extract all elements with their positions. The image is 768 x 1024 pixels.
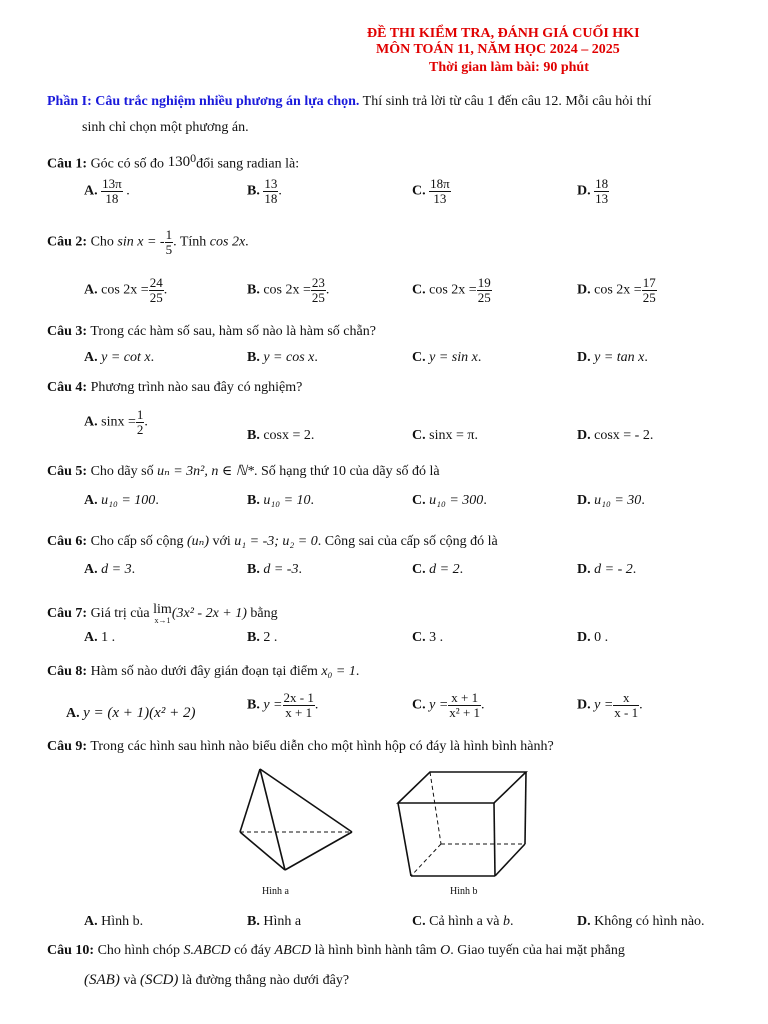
q1-text: Góc có số đo — [90, 156, 165, 172]
q5-sequence: uₙ = 3n², n ∈ ℕ* — [157, 464, 254, 479]
part1-desc-cont: sinh chỉ chọn một phương án. — [82, 120, 249, 135]
q2-label: Câu 2: — [47, 234, 88, 250]
q9-option-a[interactable]: A. Hình b. — [84, 914, 144, 929]
part1-heading — [47, 94, 651, 110]
q9-option-d[interactable]: D. Không có hình nào. — [577, 914, 705, 929]
q7-option-a[interactable]: A. 1 . — [84, 630, 116, 645]
question-2: Câu 2: Cho sin x = - $\frac{1}{5}$ . Tính cos 2x. — [47, 227, 249, 257]
q8-option-c[interactable]: C. y = $\frac{x + 1}{\text{x² + 1}}$ . — [412, 690, 485, 720]
q2-ask: . Tính — [173, 234, 207, 250]
q6-option-b[interactable]: B. d = -3. — [247, 562, 302, 577]
q2-option-d[interactable]: D. cos 2x = $\frac{17}{25}$ — [577, 275, 656, 305]
q2-option-c[interactable]: C. cos 2x = $\frac{19}{25}$ — [412, 275, 491, 305]
q3-option-d[interactable]: D. y = tan x. — [577, 350, 648, 365]
q5-option-b[interactable]: B. u₁₀ = 10. — [247, 493, 315, 508]
q8-option-a[interactable]: A. y = (x + 1)(x² + 2) — [66, 705, 196, 721]
q10-plane-sab: (SAB) — [84, 972, 120, 988]
q1-option-c[interactable]: C. $\frac{18\pi}{13}$ — [412, 176, 450, 206]
figure-a-tetrahedron — [230, 762, 360, 877]
question-5: Câu 5: Cho dãy số uₙ = 3n², n ∈ ℕ*. Số hạng thứ 10 của dãy số đó là — [47, 464, 440, 479]
q1-label: Câu 1: — [47, 156, 88, 172]
q8-option-b[interactable]: B. y = $\frac{2x - 1}{x + 1}$ . — [247, 690, 319, 720]
q2-given: sin x = - — [117, 234, 165, 250]
q5-option-d[interactable]: D. u₁₀ = 30. — [577, 493, 645, 508]
q1-degree: 130 — [167, 153, 191, 170]
q2-ask-expr: cos 2x — [209, 234, 246, 250]
q6-option-c[interactable]: C. d = 2. — [412, 562, 464, 577]
q10-pyramid: S.ABCD — [183, 943, 231, 958]
question-1 — [47, 151, 299, 173]
q5-option-c[interactable]: C. u₁₀ = 300. — [412, 493, 487, 508]
q7-option-d[interactable]: D. 0 . — [577, 630, 609, 645]
figure-a-caption: Hình a — [262, 886, 289, 897]
q8-point: x₀ = 1 — [321, 664, 356, 679]
q5-option-a[interactable]: A. u₁₀ = 100. — [84, 493, 159, 508]
q9-option-b[interactable]: B. Hình a — [247, 914, 302, 929]
q10-center: O — [440, 943, 451, 958]
q7-option-b[interactable]: B. 2 . — [247, 630, 278, 645]
q2-text: Cho — [90, 234, 114, 250]
q9-option-c[interactable]: C. Cả hình a và b. — [412, 914, 514, 929]
q3-option-a[interactable]: A. y = cot x. — [84, 350, 155, 365]
question-4: Câu 4: Phương trình nào sau đây có nghiệm? — [47, 380, 303, 395]
question-3: Câu 3: Trong các hàm số sau, hàm số nào là hàm số chẵn? — [47, 324, 376, 339]
question-9: Câu 9: Trong các hình sau hình nào biểu diễn cho một hình hộp có đáy là hình bình hành? — [47, 739, 554, 754]
q3-option-c[interactable]: C. y = sin x. — [412, 350, 482, 365]
q7-limit: lim x→1 — [153, 602, 172, 625]
q8-option-d[interactable]: D. y = $\frac{x}{x - 1}$ . — [577, 690, 643, 720]
question-10: Câu 10: Cho hình chóp S.ABCD có đáy ABCD là hình bình hành tâm O. Giao tuyến của hai mặt phẳng — [47, 943, 625, 958]
question-6: Câu 6: Cho cấp số cộng (uₙ) với u₁ = -3; u₂ = 0. Công sai của cấp số cộng đó là — [47, 534, 498, 549]
q1-text2: đổi sang radian là: — [196, 156, 300, 172]
q6-condition: u₁ = -3; u₂ = 0 — [234, 534, 318, 549]
q1-option-a[interactable]: A. $\frac{13\pi}{18}$ . — [84, 176, 130, 206]
q4-option-d[interactable]: D. cosx = - 2. — [577, 428, 654, 443]
q10-base: ABCD — [274, 943, 312, 958]
q1-option-b[interactable]: B. $\frac{13}{18}$ . — [247, 176, 282, 206]
figure-b-caption: Hình b — [450, 886, 478, 897]
q4-option-a[interactable]: A. sinx = $\frac{1}{2}$ . — [84, 407, 148, 437]
q6-sequence: (uₙ) — [187, 534, 209, 549]
exam-subject: MÔN TOÁN 11, NĂM HỌC 2024 – 2025 — [376, 42, 620, 57]
q1-degree-sup: 0 — [190, 151, 197, 165]
q2-option-a[interactable]: A. cos 2x = $\frac{24}{25}$ . — [84, 275, 168, 305]
part1-title: Phần I: Câu trắc nghiệm nhiều phương án lựa chọn. — [47, 94, 360, 109]
q2-option-b[interactable]: B. cos 2x = $\frac{23}{25}$ . — [247, 275, 330, 305]
exam-duration: Thời gian làm bài: 90 phút — [429, 60, 589, 75]
q3-option-b[interactable]: B. y = cos x. — [247, 350, 318, 365]
q6-option-a[interactable]: A. d = 3. — [84, 562, 136, 577]
q1-option-d[interactable]: D. $\frac{18}{13}$ — [577, 176, 609, 206]
q4-option-c[interactable]: C. sinx = π. — [412, 428, 478, 443]
question-10-cont: (SAB) và (SCD) là đường thẳng nào dưới đây? — [84, 972, 350, 988]
question-7: Câu 7: Giá trị của lim x→1 (3x² - 2x + 1) bằng — [47, 602, 278, 625]
question-8: Câu 8: Hàm số nào dưới đây gián đoạn tại điểm x₀ = 1. — [47, 664, 360, 679]
q7-option-c[interactable]: C. 3 . — [412, 630, 444, 645]
part1-desc: Thí sinh trả lời từ câu 1 đến câu 12. Mỗi câu hỏi thí — [359, 94, 652, 109]
exam-title: ĐỀ THI KIỂM TRA, ĐÁNH GIÁ CUỐI HKI — [367, 26, 640, 41]
q4-option-b[interactable]: B. cosx = 2. — [247, 428, 315, 443]
q10-plane-scd: (SCD) — [140, 972, 179, 988]
q6-option-d[interactable]: D. d = - 2. — [577, 562, 637, 577]
figure-b-parallelepiped — [393, 768, 533, 883]
q7-expression: (3x² - 2x + 1) — [171, 606, 247, 622]
